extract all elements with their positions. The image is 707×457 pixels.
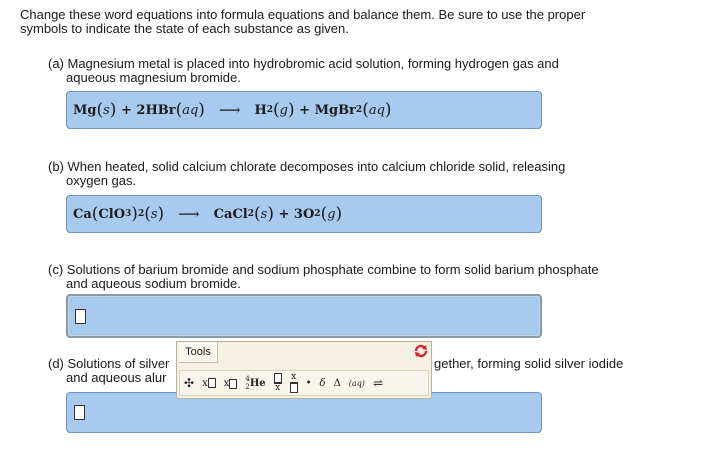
question-a-line-1: (a) Magnesium metal is placed into hydrobromic acid solution, forming hydrogen gas and bbox=[48, 56, 559, 71]
state-label: s bbox=[260, 206, 268, 222]
move-icon[interactable]: ✣ bbox=[184, 376, 195, 390]
question-b-line-2: oxygen gas. bbox=[66, 173, 137, 188]
superscript-button[interactable] bbox=[202, 378, 216, 389]
tools-palette[interactable] bbox=[176, 341, 432, 399]
question-a-text bbox=[48, 57, 678, 85]
equilibrium-button[interactable]: ⇌ bbox=[372, 376, 383, 390]
formula: Ca bbox=[73, 206, 92, 222]
formula: ClO bbox=[98, 206, 126, 222]
placeholder-box bbox=[229, 379, 237, 389]
answer-box-a[interactable] bbox=[66, 91, 542, 129]
answer-box-c[interactable] bbox=[66, 294, 542, 338]
state-label: g bbox=[279, 102, 288, 118]
isotope-button[interactable] bbox=[245, 375, 265, 391]
question-d-line-2: and aqueous alur bbox=[66, 370, 167, 385]
formula: H bbox=[254, 102, 267, 118]
state-label: s bbox=[103, 102, 110, 118]
denominator-box bbox=[290, 383, 298, 393]
instructions bbox=[20, 8, 690, 36]
instructions-line-1: Change these word equations into formula equations and balance them. Be sure to use the proper bbox=[20, 7, 586, 22]
question-a-line-2: aqueous magnesium bromide. bbox=[66, 70, 241, 85]
subscript: 2 bbox=[266, 105, 274, 115]
fraction-button-2[interactable] bbox=[290, 373, 298, 393]
state-label: aq bbox=[368, 102, 385, 118]
question-b-text bbox=[48, 160, 678, 188]
placeholder-box bbox=[208, 378, 216, 388]
subscript: 2 bbox=[247, 209, 254, 219]
fraction-button[interactable] bbox=[274, 373, 282, 393]
aqueous-button[interactable]: (aq) bbox=[348, 378, 365, 388]
formula: 2HBr bbox=[136, 102, 176, 118]
question-b-line-1: (b) When heated, solid calcium chlorate decomposes into calcium chloride solid, releasing bbox=[48, 159, 566, 174]
subscript: 2 bbox=[314, 209, 321, 219]
formula: CaCl bbox=[213, 206, 248, 222]
denominator-x: x bbox=[275, 383, 281, 393]
tools-tab[interactable]: Tools bbox=[179, 342, 218, 363]
atomic-number: 2 bbox=[245, 383, 250, 391]
input-cursor-box[interactable] bbox=[74, 405, 85, 420]
input-cursor-box[interactable] bbox=[75, 309, 86, 324]
state-label: g bbox=[327, 206, 336, 222]
x-glyph: x bbox=[202, 377, 208, 389]
formula: MgBr bbox=[314, 102, 356, 118]
numerator-box bbox=[274, 373, 282, 383]
question-d-line-1-end: gether, forming solid silver iodide bbox=[434, 356, 624, 371]
delta-upper-button[interactable]: Δ bbox=[333, 377, 341, 389]
plus-sign: + bbox=[299, 102, 311, 118]
subscript: 3 bbox=[125, 209, 132, 219]
formula: Mg bbox=[73, 102, 97, 118]
tools-button-row bbox=[179, 370, 429, 396]
question-c-text bbox=[48, 263, 678, 291]
equation-b: Ca ( ClO 3 ) 2 ( s ) ⟶ CaCl 2 ( s ) + 3O 2 ( g ) bbox=[73, 203, 343, 224]
question-d-text-left bbox=[48, 357, 178, 385]
dot-button[interactable]: • bbox=[305, 377, 312, 389]
reaction-arrow: ⟶ bbox=[218, 101, 241, 119]
recycle-icon[interactable] bbox=[413, 344, 429, 361]
plus-sign: + bbox=[278, 206, 290, 222]
instructions-line-2: symbols to indicate the state of each substance as given. bbox=[20, 21, 349, 36]
reaction-arrow: ⟶ bbox=[178, 205, 200, 223]
mass-number: 4 bbox=[245, 375, 250, 383]
question-c-line-1: (c) Solutions of barium bromide and sodium phosphate combine to form solid barium phosphate bbox=[48, 262, 599, 277]
element-symbol: He bbox=[249, 377, 266, 389]
question-d-line-1-start: (d) Solutions of silver bbox=[48, 356, 170, 371]
subscript: 2 bbox=[355, 105, 363, 115]
plus-sign: + bbox=[120, 102, 132, 118]
x-glyph: x bbox=[223, 377, 230, 389]
subscript: 2 bbox=[137, 209, 145, 219]
formula: 3O bbox=[293, 206, 315, 222]
state-label: aq bbox=[182, 102, 199, 118]
state-label: s bbox=[150, 206, 158, 222]
question-c-line-2: and aqueous sodium bromide. bbox=[66, 276, 241, 291]
numerator-x: x bbox=[291, 372, 297, 382]
subscript-button[interactable] bbox=[224, 378, 238, 389]
answer-box-b[interactable] bbox=[66, 195, 542, 233]
equation-a: Mg ( s ) + 2HBr ( aq ) ⟶ H 2 ( g ) + MgBr 2 ( aq ) bbox=[73, 99, 392, 120]
delta-lower-button[interactable]: δ bbox=[319, 377, 326, 389]
